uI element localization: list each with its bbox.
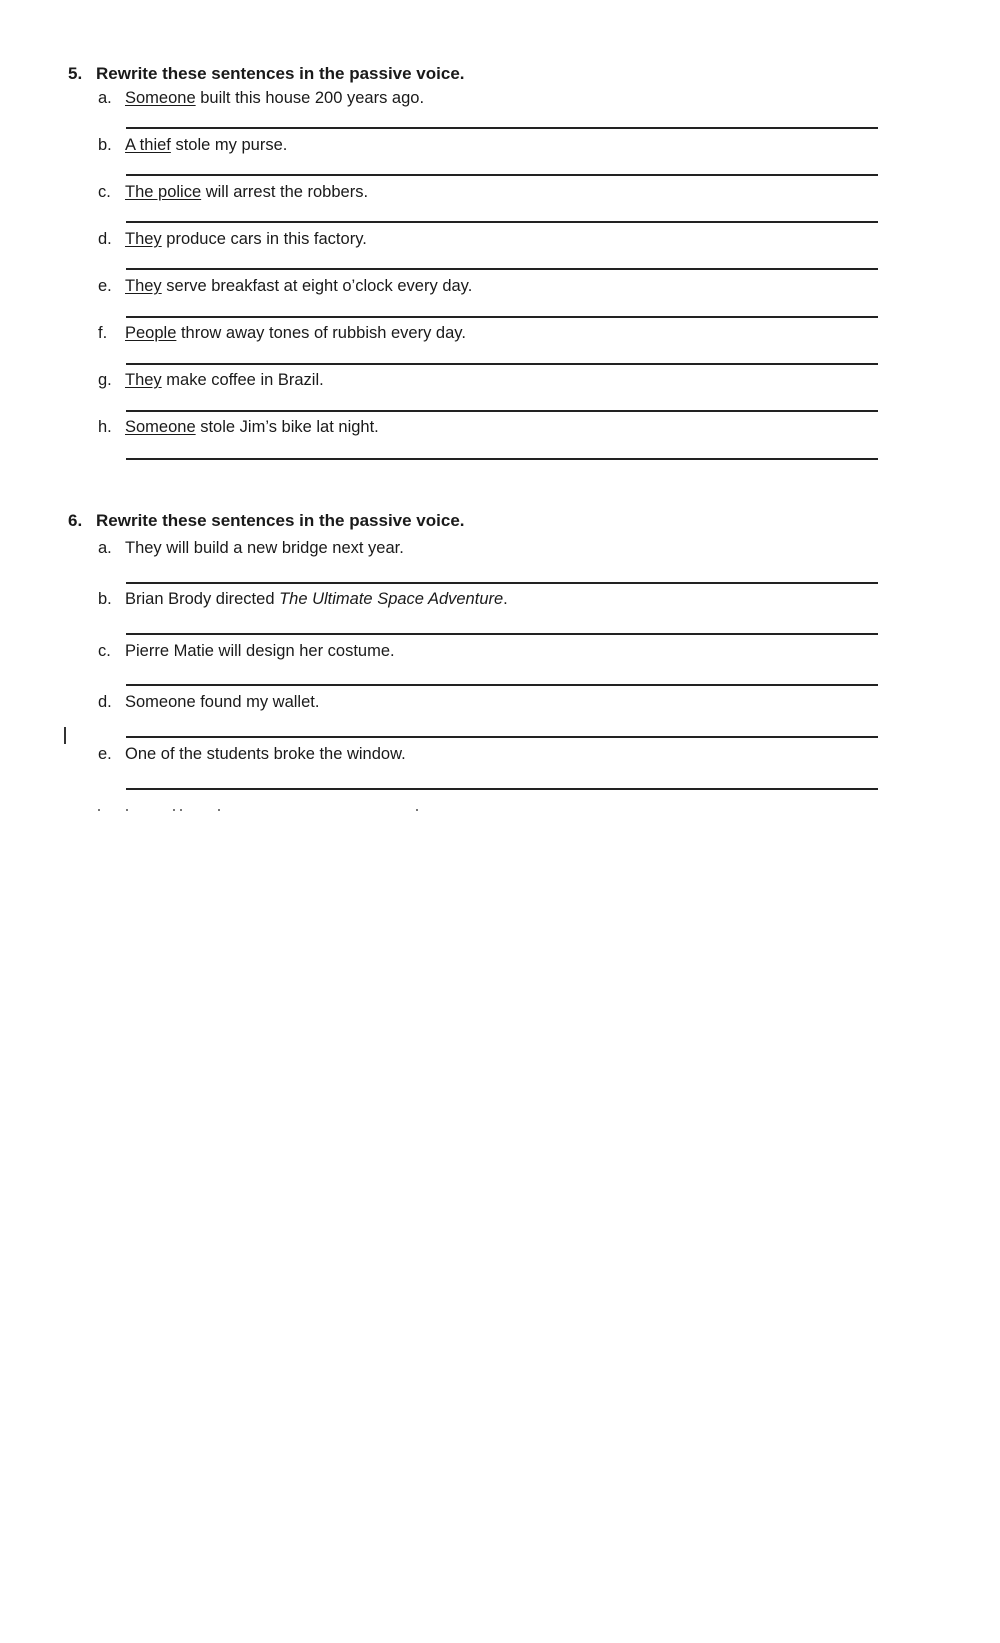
ex5-item-g (98, 371, 878, 390)
ex6-answer-line-d[interactable] (126, 736, 878, 738)
item-letter: d. (98, 693, 112, 711)
ex5-answer-line-a[interactable] (126, 127, 878, 129)
ex5-answer-line-c[interactable] (126, 221, 878, 223)
ex5-answer-line-f[interactable] (126, 363, 878, 365)
item-subject: They (125, 230, 162, 248)
item-subject: People (125, 324, 177, 342)
ex5-answer-line-d[interactable] (126, 268, 878, 270)
item-letter: e. (98, 745, 112, 763)
ex6-answer-line-b[interactable] (126, 633, 878, 635)
item-letter: c. (98, 183, 111, 201)
ex6-item-b (98, 590, 878, 609)
item-letter: a. (98, 539, 112, 557)
item-letter: d. (98, 230, 112, 248)
exercise-6-heading (68, 511, 465, 531)
item-letter: a. (98, 89, 112, 107)
ex5-item-a (98, 89, 878, 108)
ex5-item-e (98, 277, 878, 296)
item-text: Brian Brody directed (125, 590, 280, 608)
item-text: throw away tones of rubbish every day. (176, 324, 466, 342)
item-text: Pierre Matie will design her costume. (125, 642, 395, 660)
ex6-item-d (98, 693, 878, 712)
item-text: stole Jim’s bike lat night. (195, 418, 379, 436)
item-letter: h. (98, 418, 112, 436)
item-text: One of the students broke the window. (125, 745, 406, 763)
ex5-item-b (98, 136, 878, 155)
exercise-6-number: 6. (68, 511, 83, 530)
ex6-answer-line-a[interactable] (126, 582, 878, 584)
item-letter: b. (98, 590, 112, 608)
ex5-item-c (98, 183, 878, 202)
item-subject: Someone (125, 89, 196, 107)
item-letter: e. (98, 277, 112, 295)
item-text: stole my purse. (170, 136, 288, 154)
ex5-item-f (98, 324, 878, 343)
item-letter: f. (98, 324, 108, 342)
item-letter: c. (98, 642, 111, 660)
item-subject: The police (125, 183, 202, 201)
ex5-answer-line-h[interactable] (126, 458, 878, 460)
item-text: will arrest the robbers. (201, 183, 369, 201)
item-text: Someone found my wallet. (125, 693, 320, 711)
item-text: serve breakfast at eight o’clock every day. (161, 277, 473, 295)
item-text: They will build a new bridge next year. (125, 539, 404, 557)
ex6-item-a (98, 539, 878, 558)
item-text-end: . (503, 590, 508, 608)
ex5-answer-line-g[interactable] (126, 410, 878, 412)
exercise-5-instruction: Rewrite these sentences in the passive voice. (96, 64, 465, 83)
item-subject: Someone (125, 418, 196, 436)
ex6-answer-line-c[interactable] (126, 684, 878, 686)
ex5-answer-line-e[interactable] (126, 316, 878, 318)
ex6-answer-line-e[interactable] (126, 788, 878, 790)
item-text: produce cars in this factory. (161, 230, 367, 248)
ex5-answer-line-b[interactable] (126, 174, 878, 176)
ex5-item-h (98, 418, 878, 437)
item-text: built this house 200 years ago. (195, 89, 425, 107)
text-cursor-mark (64, 727, 66, 744)
ex5-item-d (98, 230, 878, 249)
item-letter: g. (98, 371, 112, 389)
film-title: The Ultimate Space Adventure (279, 590, 504, 608)
item-letter: b. (98, 136, 112, 154)
exercise-5-heading (68, 64, 465, 84)
ex6-item-c (98, 642, 878, 661)
cut-off-line-remnant (98, 809, 438, 811)
item-text: make coffee in Brazil. (161, 371, 324, 389)
ex6-item-e (98, 745, 878, 764)
item-subject: They (125, 371, 162, 389)
exercise-5-number: 5. (68, 64, 83, 83)
item-subject: A thief (125, 136, 171, 154)
item-subject: They (125, 277, 162, 295)
exercise-6-instruction: Rewrite these sentences in the passive voice. (96, 511, 465, 530)
